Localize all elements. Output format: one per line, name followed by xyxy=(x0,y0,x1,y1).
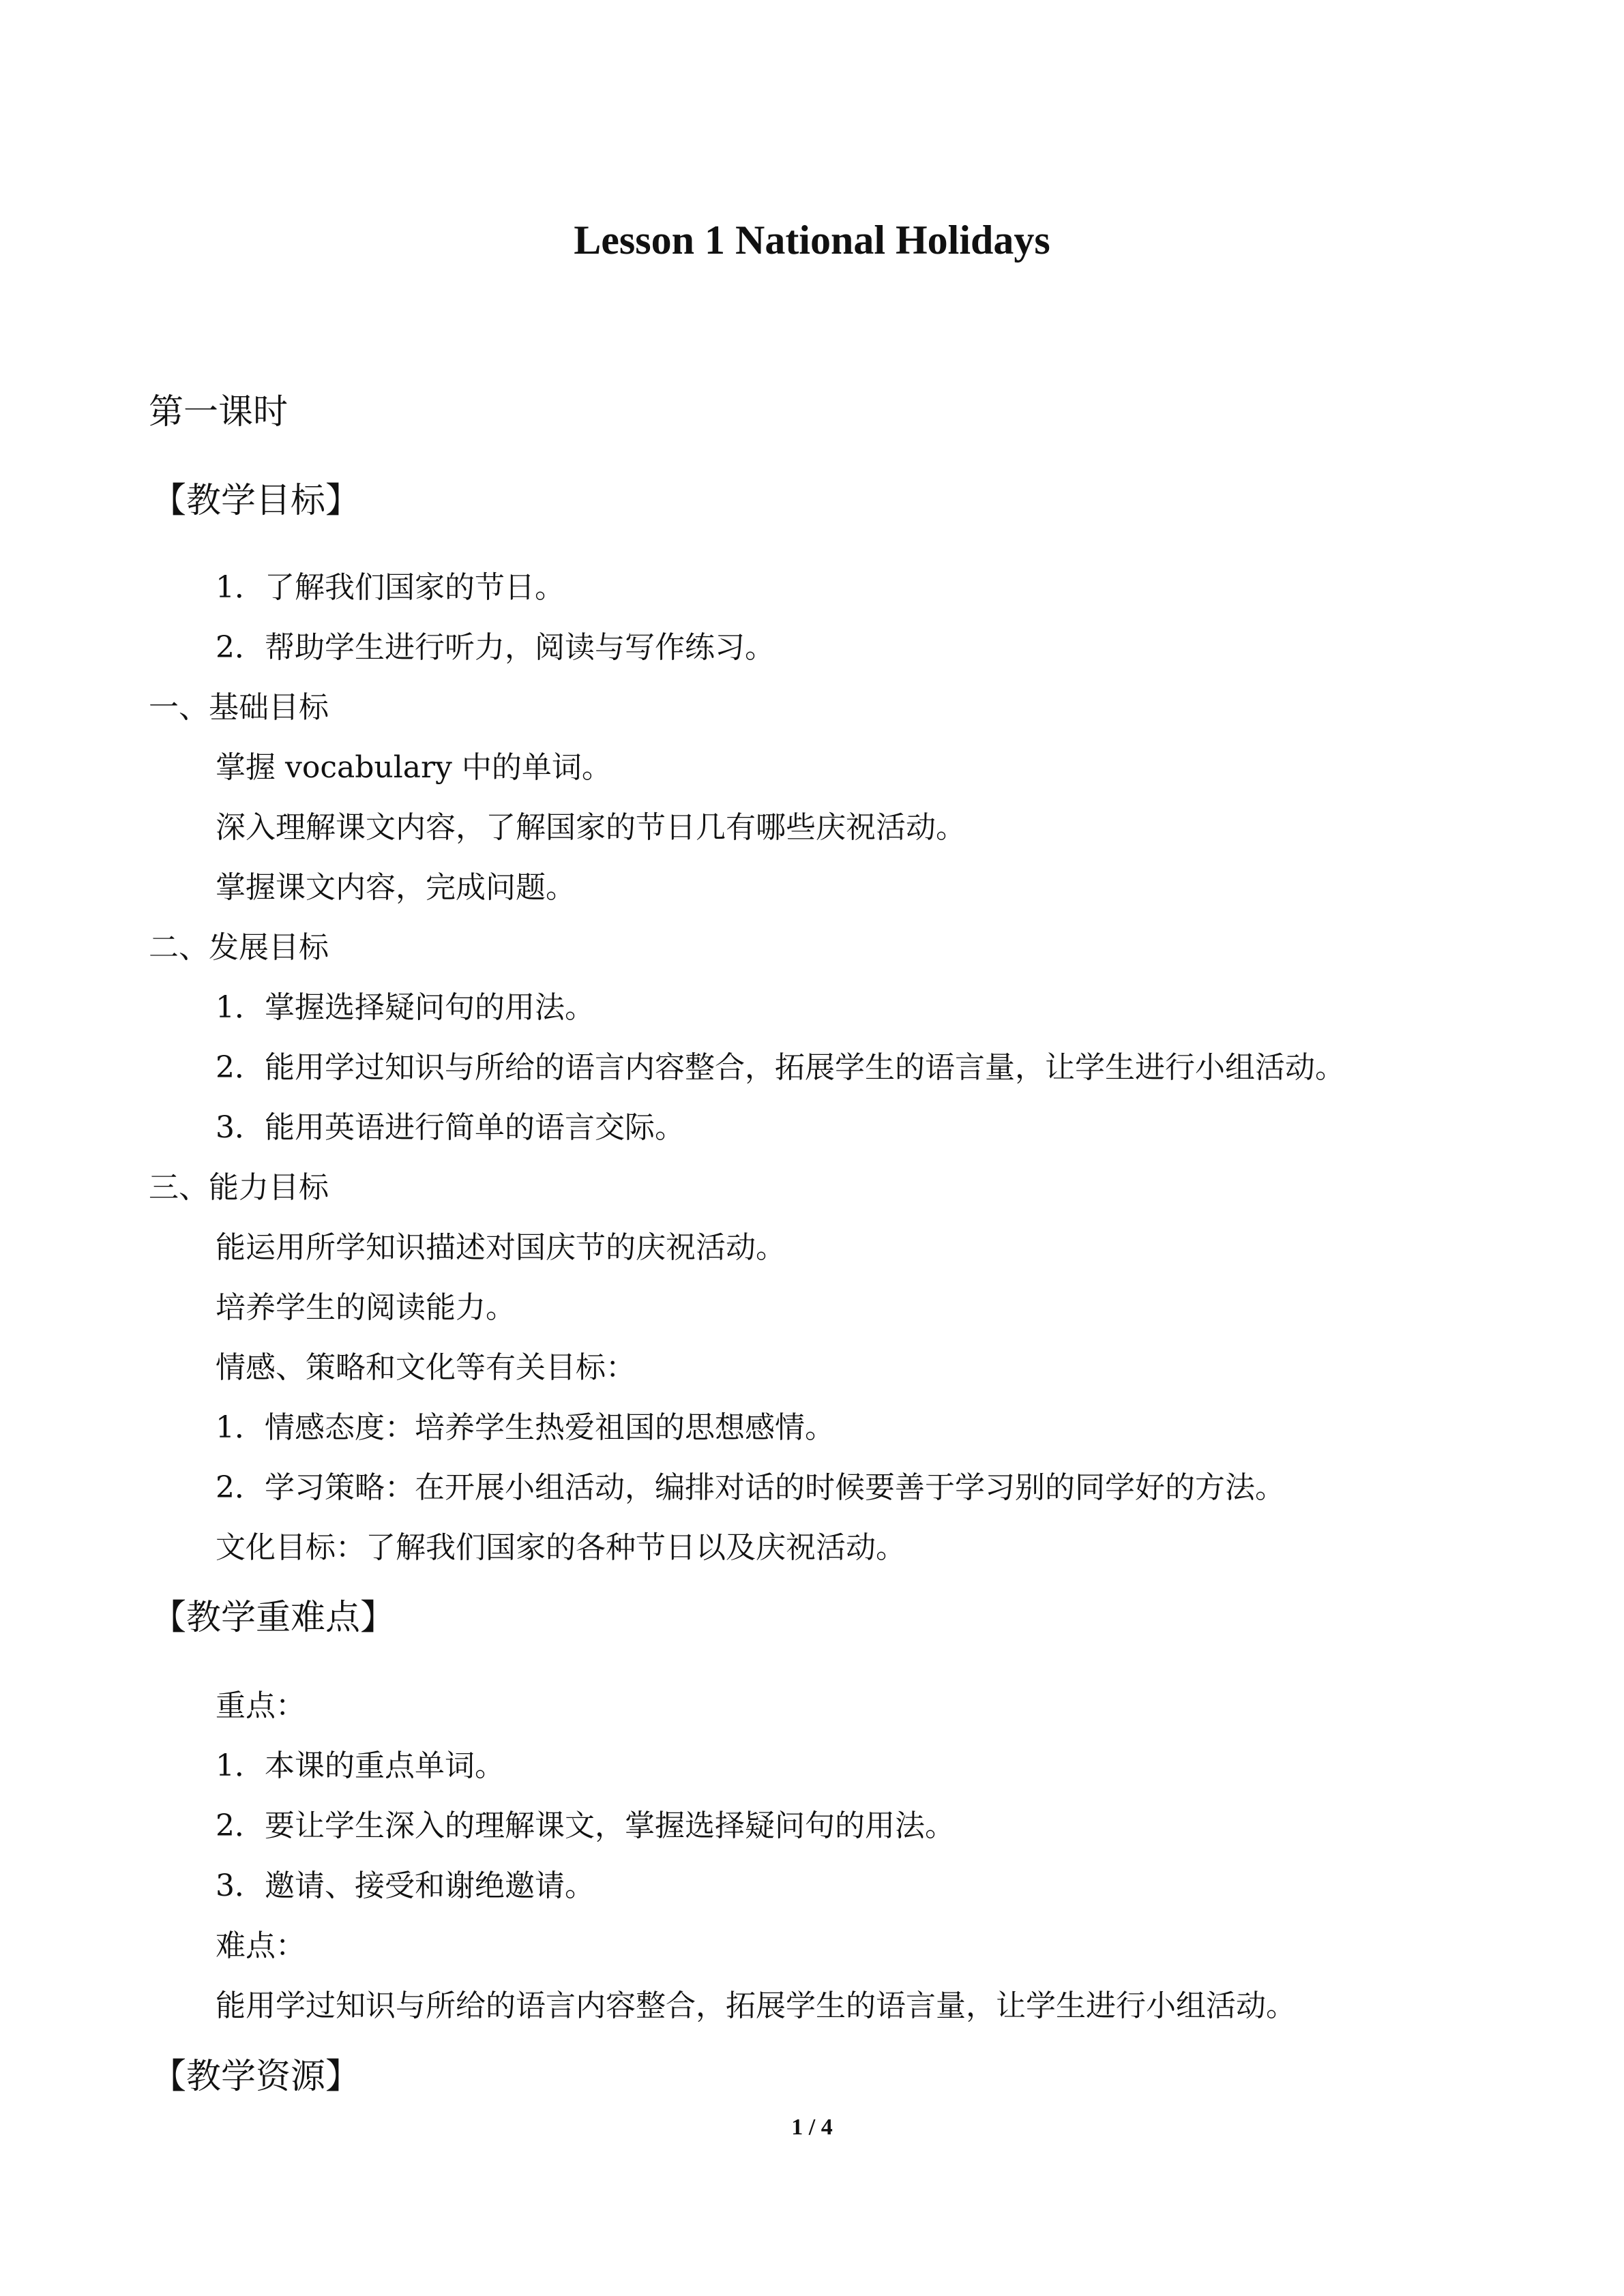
section-heading-key-points: 【教学重难点】 xyxy=(151,1598,396,1638)
objective-intro-item: 1．了解我们国家的节日。 xyxy=(216,570,565,605)
ability-goal-item: 2．学习策略：在开展小组活动，编排对话的时候要善于学习别的同学好的方法。 xyxy=(216,1470,1285,1505)
development-goals-heading: 二、发展目标 xyxy=(149,930,329,965)
basic-goal-item: 深入理解课文内容，了解国家的节日几有哪些庆祝活动。 xyxy=(216,810,966,845)
basic-goal-item: 掌握 vocabulary 中的单词。 xyxy=(216,750,612,785)
development-goal-item: 3．能用英语进行简单的语言交际。 xyxy=(216,1110,685,1145)
section-heading-objectives: 【教学目标】 xyxy=(151,481,361,521)
development-goal-item: 1．掌握选择疑问句的用法。 xyxy=(216,990,595,1025)
basic-goals-heading: 一、基础目标 xyxy=(149,690,329,725)
document-title: Lesson 1 National Holidays xyxy=(574,218,1050,263)
key-point-item: 3．邀请、接受和谢绝邀请。 xyxy=(216,1868,595,1903)
ability-goal-item: 培养学生的阅读能力。 xyxy=(216,1290,516,1325)
development-goal-item: 2．能用学过知识与所给的语言内容整合，拓展学生的语言量，让学生进行小组活动。 xyxy=(216,1050,1345,1085)
ability-goals-heading: 三、能力目标 xyxy=(149,1170,329,1205)
ability-goal-item: 文化目标：了解我们国家的各种节日以及庆祝活动。 xyxy=(216,1530,906,1565)
basic-goal-item: 掌握课文内容，完成问题。 xyxy=(216,870,576,905)
key-points-label: 重点： xyxy=(216,1688,306,1723)
difficult-points-label: 难点： xyxy=(216,1928,306,1963)
key-point-item: 2．要让学生深入的理解课文，掌握选择疑问句的用法。 xyxy=(216,1808,955,1843)
ability-goal-item: 1．情感态度：培养学生热爱祖国的思想感情。 xyxy=(216,1410,835,1445)
ability-goal-item: 情感、策略和文化等有关目标： xyxy=(216,1350,636,1385)
period-heading: 第一课时 xyxy=(149,392,289,432)
ability-goal-item: 能运用所学知识描述对国庆节的庆祝活动。 xyxy=(216,1230,786,1265)
difficult-point-item: 能用学过知识与所给的语言内容整合，拓展学生的语言量，让学生进行小组活动。 xyxy=(216,1988,1296,2023)
section-heading-resources: 【教学资源】 xyxy=(151,2057,361,2097)
objective-intro-item: 2．帮助学生进行听力，阅读与写作练习。 xyxy=(216,630,775,665)
key-point-item: 1．本课的重点单词。 xyxy=(216,1748,505,1783)
page-number: 1 / 4 xyxy=(791,2115,833,2140)
